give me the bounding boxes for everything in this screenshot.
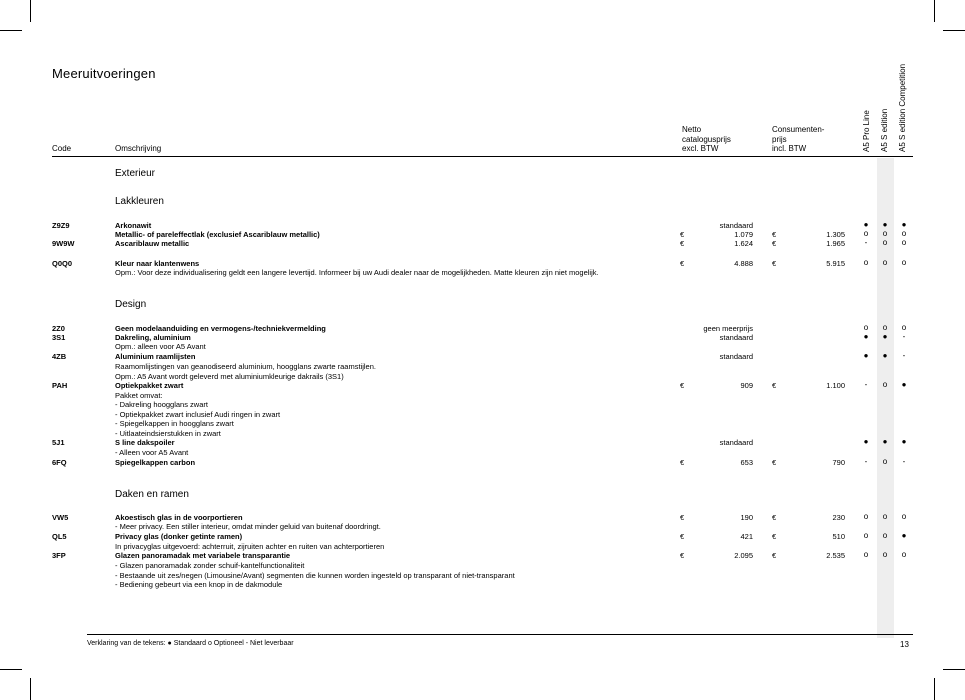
availability-mark: o <box>882 380 888 389</box>
option-description: Ascariblauw metallic <box>115 239 190 248</box>
netto-price: 2.095 <box>734 551 753 560</box>
section-daken-en-ramen: Daken en ramen <box>115 489 189 500</box>
option-code: 9W9W <box>52 239 75 248</box>
availability-mark: ● <box>901 380 907 389</box>
option-description: Aluminium raamlijsten <box>115 352 196 361</box>
consumer-price: 1.965 <box>826 239 845 248</box>
euro-sign: € <box>680 458 685 467</box>
section-exterieur: Exterieur <box>115 168 156 179</box>
option-description: Metallic- of pareleffectlak (exclusief Ascariblauw metallic) <box>115 230 320 239</box>
header-col-s-edition-competition: A5 S edition Competition <box>898 63 907 152</box>
euro-sign: € <box>772 513 777 522</box>
euro-sign: € <box>680 532 685 541</box>
netto-price: standaard <box>719 438 753 447</box>
option-code: Q0Q0 <box>52 259 73 268</box>
crop-mark <box>30 678 31 700</box>
consumer-price: 1.100 <box>826 381 845 390</box>
availability-mark: o <box>863 512 869 521</box>
option-description: Glazen panoramadak met variabele transparantie <box>115 551 291 560</box>
footer-rule <box>87 634 913 635</box>
availability-mark: o <box>882 258 888 267</box>
option-code: 2Z0 <box>52 324 65 333</box>
header-col-s-edition: A5 S edition <box>880 108 889 152</box>
crop-mark <box>0 30 22 31</box>
option-description: Optiekpakket zwart <box>115 381 184 390</box>
availability-mark: ● <box>863 437 869 446</box>
availability-mark: - <box>902 332 906 341</box>
option-note: Raamomlijstingen van geanodiseerd aluminium, hoogglans zwarte raamstijlen. <box>115 362 376 371</box>
page-title: Meeruitvoeringen <box>52 66 156 81</box>
netto-price: standaard <box>719 333 753 342</box>
crop-mark <box>934 0 935 22</box>
option-description: S line dakspoiler <box>115 438 175 447</box>
availability-mark: ● <box>863 220 869 229</box>
header-code: Code <box>52 144 72 153</box>
availability-mark: ● <box>882 332 888 341</box>
euro-sign: € <box>772 230 777 239</box>
availability-mark: o <box>882 457 888 466</box>
option-note: - Glazen panoramadak zonder schuif-kantelfunctionaliteit <box>115 561 305 570</box>
availability-mark: o <box>901 550 907 559</box>
crop-mark <box>943 669 965 670</box>
crop-mark <box>0 669 22 670</box>
availability-mark: o <box>882 550 888 559</box>
availability-mark: o <box>901 238 907 247</box>
euro-sign: € <box>680 239 685 248</box>
netto-price: geen meerprijs <box>703 324 753 333</box>
availability-mark: o <box>901 323 907 332</box>
crop-mark <box>943 30 965 31</box>
footer-legend: Verklaring van de tekens: ● Standaard o Optioneel - Niet leverbaar <box>87 640 294 647</box>
availability-mark: o <box>863 531 869 540</box>
option-description: Geen modelaanduiding en vermogens-/techniekvermelding <box>115 324 326 333</box>
availability-mark: - <box>902 351 906 360</box>
availability-mark: ● <box>863 332 869 341</box>
euro-sign: € <box>772 259 777 268</box>
option-note: - Alleen voor A5 Avant <box>115 448 189 457</box>
euro-sign: € <box>680 513 685 522</box>
netto-price: 1.079 <box>734 230 753 239</box>
option-note: Pakket omvat: <box>115 391 163 400</box>
netto-price: 421 <box>740 532 753 541</box>
availability-mark: ● <box>901 437 907 446</box>
availability-mark: ● <box>882 437 888 446</box>
option-code: 3FP <box>52 551 66 560</box>
crop-mark <box>30 0 31 22</box>
option-description: Dakreling, aluminium <box>115 333 191 342</box>
option-code: 6FQ <box>52 458 67 467</box>
netto-price: 190 <box>740 513 753 522</box>
option-note: Opm.: A5 Avant wordt geleverd met aluminiumkleurige dakrails (3S1) <box>115 372 344 381</box>
option-code: PAH <box>52 381 68 390</box>
netto-price: standaard <box>719 352 753 361</box>
availability-mark: o <box>863 229 869 238</box>
euro-sign: € <box>680 381 685 390</box>
availability-mark: o <box>882 512 888 521</box>
availability-mark: o <box>863 550 869 559</box>
option-note: - Bestaande uit zes/negen (Limousine/Avant) segmenten die kunnen worden ingesteld op transparant of niet-transparant <box>115 571 515 580</box>
option-description: Spiegelkappen carbon <box>115 458 196 467</box>
header-omschrijving: Omschrijving <box>115 144 162 153</box>
option-code: 5J1 <box>52 438 65 447</box>
option-code: Z9Z9 <box>52 221 70 230</box>
euro-sign: € <box>772 239 777 248</box>
euro-sign: € <box>680 259 685 268</box>
availability-mark: o <box>882 229 888 238</box>
availability-mark: ● <box>901 220 907 229</box>
consumer-price: 5.915 <box>826 259 845 268</box>
option-note: Opm.: Voor deze individualisering geldt een langere levertijd. Informeer bij uw Audi dealer naar de mogelijkheden. Matte kleuren zijn niet mogelijk. <box>115 268 599 277</box>
availability-mark: o <box>863 323 869 332</box>
euro-sign: € <box>680 230 685 239</box>
header-col-pro-line: A5 Pro Line <box>862 110 871 152</box>
netto-price: standaard <box>719 221 753 230</box>
availability-mark: ● <box>863 351 869 360</box>
option-description: Akoestisch glas in de voorportieren <box>115 513 243 522</box>
option-note: Opm.: alleen voor A5 Avant <box>115 342 206 351</box>
availability-mark: ● <box>882 351 888 360</box>
option-description: Kleur naar klantenwens <box>115 259 200 268</box>
availability-mark: o <box>882 323 888 332</box>
availability-mark: o <box>901 258 907 267</box>
consumer-price: 2.535 <box>826 551 845 560</box>
availability-mark: - <box>864 380 868 389</box>
option-description: Privacy glas (donker getinte ramen) <box>115 532 243 541</box>
option-description: Arkonawit <box>115 221 152 230</box>
option-note: - Dakreling hoogglans zwart <box>115 400 208 409</box>
netto-price: 653 <box>740 458 753 467</box>
availability-mark: o <box>901 512 907 521</box>
consumer-price: 230 <box>832 513 845 522</box>
consumer-price: 790 <box>832 458 845 467</box>
availability-mark: ● <box>882 220 888 229</box>
header-consumentenprijs: Consumenten- prijs incl. BTW <box>772 125 825 153</box>
option-note: - Bediening gebeurt via een knop in de dakmodule <box>115 580 283 589</box>
euro-sign: € <box>772 458 777 467</box>
section-design: Design <box>115 299 147 310</box>
availability-mark: - <box>864 238 868 247</box>
consumer-price: 1.305 <box>826 230 845 239</box>
section-lakkleuren: Lakkleuren <box>115 196 164 207</box>
option-code: 4ZB <box>52 352 67 361</box>
availability-mark: - <box>864 457 868 466</box>
option-note: - Optiekpakket zwart inclusief Audi ringen in zwart <box>115 410 281 419</box>
option-code: 3S1 <box>52 333 66 342</box>
crop-mark <box>934 678 935 700</box>
option-code: VW5 <box>52 513 69 522</box>
option-note: - Spiegelkappen in hoogglans zwart <box>115 419 234 428</box>
header-netto: Netto catalogusprijs excl. BTW <box>682 125 731 153</box>
availability-mark: o <box>863 258 869 267</box>
availability-mark: ● <box>901 531 907 540</box>
availability-mark: o <box>901 229 907 238</box>
availability-mark: o <box>882 531 888 540</box>
netto-price: 4.888 <box>734 259 753 268</box>
option-note: - Uitlaateindsierstukken in zwart <box>115 429 221 438</box>
netto-price: 1.624 <box>734 239 753 248</box>
option-note: In privacyglas uitgevoerd: achterruit, zijruiten achter en ruiten van achterportieren <box>115 542 385 551</box>
euro-sign: € <box>772 551 777 560</box>
header-rule <box>52 156 913 157</box>
page-number: 13 <box>900 640 909 649</box>
option-code: QL5 <box>52 532 67 541</box>
euro-sign: € <box>680 551 685 560</box>
availability-mark: o <box>882 238 888 247</box>
consumer-price: 510 <box>832 532 845 541</box>
option-note: - Meer privacy. Een stiller interieur, omdat minder geluid van buitenaf doordringt. <box>115 522 381 531</box>
euro-sign: € <box>772 381 777 390</box>
availability-mark: - <box>902 457 906 466</box>
netto-price: 909 <box>740 381 753 390</box>
euro-sign: € <box>772 532 777 541</box>
